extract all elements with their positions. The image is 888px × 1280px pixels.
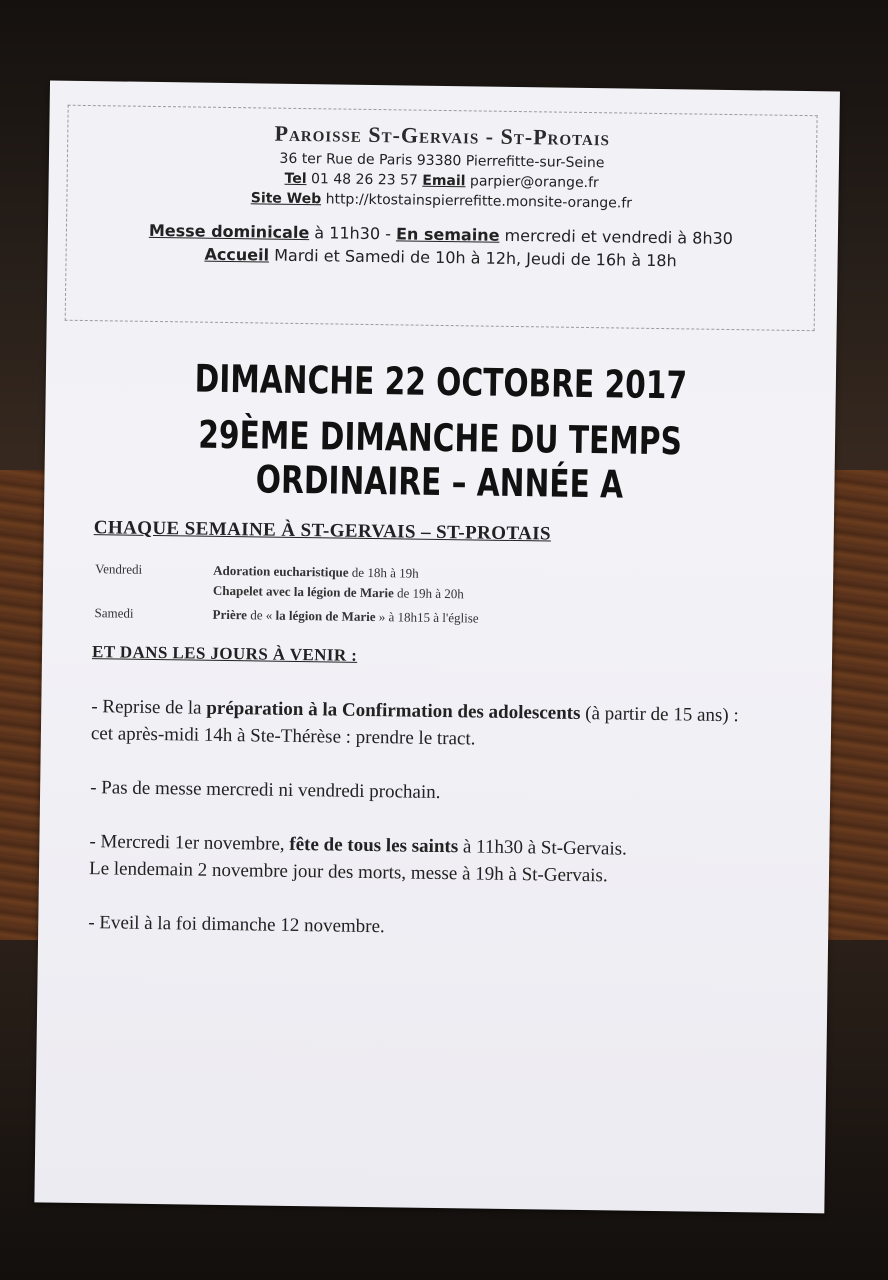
schedule-item: Adoration eucharistique de 18h à 19h <box>213 562 419 581</box>
email-label: Email <box>422 172 466 190</box>
weekday-text: mercredi et vendredi à 8h30 <box>504 225 734 249</box>
bulletin-date: DIMANCHE 22 OCTOBRE 2017 <box>194 356 688 408</box>
schedule-day: Samedi <box>94 605 134 621</box>
welcome-label: Accueil <box>204 244 270 265</box>
schedule-day: Vendredi <box>95 561 143 577</box>
announcement-all-souls: Le lendemain 2 novembre jour des morts, messe à 19h à St-Gervais. <box>88 858 608 887</box>
upcoming-announcements <box>88 693 752 972</box>
email-address: parpier@orange.fr <box>469 173 599 192</box>
tel-label: Tel <box>284 170 307 188</box>
parish-header <box>65 105 818 331</box>
schedule-item: Prière de « la légion de Marie » à 18h15 à l'église <box>212 606 479 626</box>
site-label: Site Web <box>250 190 322 208</box>
announcement-eveil: - Eveil à la foi dimanche 12 novembre. <box>88 912 385 938</box>
schedule-row <box>94 605 794 635</box>
parish-address: 36 ter Rue de Paris 93380 Pierrefitte-sur-Seine <box>279 150 605 172</box>
announcement-confirmation: - Reprise de la préparation à la Confirmation des adolescents (à partir de 15 ans) : cet après-midi 14h à Ste-Thérèse : prendre le tract. <box>90 696 739 750</box>
welcome-text: Mardi et Samedi de 10h à 12h, Jeudi de 16h à 18h <box>274 245 677 271</box>
announcement-no-mass: - Pas de messe mercredi ni vendredi prochain. <box>90 777 441 804</box>
mass-time: à 11h30 - <box>314 223 392 244</box>
site-url: http://ktostainspierrefitte.monsite-orange.fr <box>325 191 633 212</box>
mass-label: Messe dominicale <box>148 220 310 243</box>
weekly-schedule <box>94 561 795 635</box>
schedule-day <box>95 581 213 603</box>
weekday-label: En semaine <box>395 224 500 245</box>
liturgical-title: 29ÈME DIMANCHE DU TEMPS ORDINAIRE – ANNÉE A <box>198 412 683 507</box>
announcement-all-saints: - Mercredi 1er novembre, fête de tous les saints à 11h30 à St-Gervais. <box>89 831 628 860</box>
tel-number: 01 48 26 23 57 <box>310 171 418 189</box>
weekly-heading: CHAQUE SEMAINE À ST-GERVAIS – ST-PROTAIS <box>93 517 552 545</box>
upcoming-heading: ET DANS LES JOURS À VENIR : <box>91 642 358 665</box>
parish-name: Paroisse St-Gervais - St-Protais <box>274 120 611 151</box>
parish-bulletin-sheet <box>34 80 840 1213</box>
schedule-item: Chapelet avec la légion de Marie de 19h à 20h <box>212 582 464 602</box>
